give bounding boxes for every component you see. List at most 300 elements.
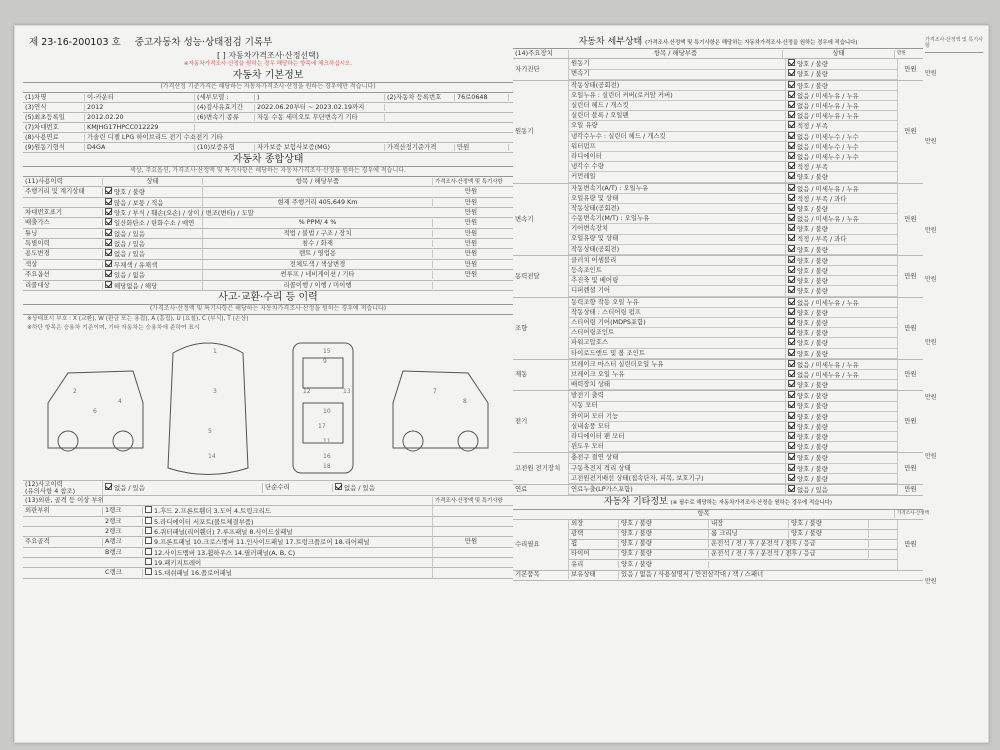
status-checkbox[interactable]: [788, 276, 795, 283]
detail-status-text: 없음 / 미세누유 / 누유: [797, 102, 859, 111]
detail-item: 등속조인트: [571, 266, 602, 274]
detail-item: 브레이크 마스터 실린더오일 누유: [571, 359, 664, 368]
basic-label2: (4)검사유효기간: [195, 104, 255, 111]
part-label: 2: [73, 387, 77, 395]
other-cell: 룸 크리닝: [709, 530, 789, 537]
basic-value2: 자가보증 보험사보증(MG): [255, 144, 385, 151]
far-value-8: 만원: [925, 577, 937, 585]
summary-state-text: 해당없음 / 해당: [114, 281, 158, 290]
detail-h4: 만원: [897, 51, 906, 57]
summary-row: [23, 270, 513, 280]
detail-status: [785, 224, 897, 233]
detail-item-row: [569, 338, 897, 348]
other-repair-label: 수리필요: [513, 520, 569, 570]
summary-state: [103, 249, 203, 258]
detail-status-text: 적정 / 부족: [797, 163, 828, 172]
other-gov: 만원: [897, 520, 923, 570]
detail-status-text: 양호 / 불량: [797, 225, 828, 234]
other-repair-rows: [569, 520, 897, 570]
summary-row: [23, 281, 513, 291]
accident-legend: ※상태표시 부호 : X (교환), W (판금 또는 용접), A (흠집), U (요철), C (부식), T (손상): [27, 316, 249, 323]
status-checkbox[interactable]: [788, 214, 795, 221]
summary-gov: 만원: [464, 208, 478, 217]
status-checkbox[interactable]: [788, 286, 795, 293]
summary-row: [23, 260, 513, 270]
detail-group: [513, 59, 923, 80]
status-checkbox[interactable]: [788, 308, 795, 315]
detail-group-label: 전기: [513, 391, 569, 452]
detail-group-items: [569, 256, 897, 297]
detail-group-items: [569, 360, 897, 391]
detail-item: 스티어링조인트: [571, 328, 615, 337]
detail-status-text: 적정 / 부족 / 과다: [797, 194, 847, 203]
other-note: (※ 필수로 해당하는 자동차가격조사·산정을 원하는 경우에 적습니다): [670, 500, 832, 507]
status-checkbox[interactable]: [788, 59, 795, 66]
detail-group-items: [569, 184, 897, 255]
summary-row: [23, 208, 513, 218]
part-checkbox[interactable]: [145, 527, 152, 534]
detail-item-row: [569, 204, 897, 214]
detail-item-row: [569, 111, 897, 121]
detail-note: (가격조사·산정액 및 특기사항은 해당하는 자동차가격조사·산정을 원하는 경우에 적습니다): [645, 40, 858, 46]
detail-group: [513, 184, 923, 256]
summary-gov: 만원: [464, 187, 478, 196]
detail-status-text: 양호 / 불량: [797, 204, 828, 213]
exterior-row: [23, 537, 513, 547]
basic-items-row: [513, 571, 923, 581]
exterior-row: [23, 527, 513, 537]
state-checkbox[interactable]: [105, 270, 112, 277]
basic-value: 2012: [85, 104, 195, 111]
summary-state-text: 일산화탄소 / 탄화수소 / 매연: [114, 219, 195, 228]
part-label: 3: [213, 387, 217, 395]
summary-row: [23, 198, 513, 208]
detail-status-text: 없음 / 미세누수 / 누수: [797, 142, 859, 151]
detail-status: [785, 370, 897, 379]
part-label: 15: [323, 347, 331, 355]
status-checkbox[interactable]: [788, 485, 795, 492]
detail-header: [513, 49, 923, 59]
detail-status: [785, 298, 897, 307]
exterior-rank: 1랭크: [103, 507, 143, 514]
detail-item-row: [569, 422, 897, 432]
part-checkbox[interactable]: [145, 558, 152, 565]
detail-item-row: [569, 380, 897, 390]
detail-group-label: 동력전달: [513, 256, 569, 297]
detail-item: 오일유량 및 상태: [571, 193, 619, 202]
detail-item: 오일유량 및 상태: [571, 234, 619, 243]
detail-status: [785, 69, 897, 78]
part-label: 4: [118, 397, 122, 405]
summary-h4: 가격조사·산정액 및 특기사항: [435, 178, 503, 185]
status-checkbox[interactable]: [788, 401, 795, 408]
rep-sub: (유의사항 4 참조): [25, 486, 76, 495]
detail-status: [785, 474, 897, 483]
detail-group-items: [569, 485, 897, 495]
status-checkbox[interactable]: [788, 360, 795, 367]
detail-item: 고전원전기배선 상태(접속단자, 피복, 보호기구): [571, 473, 704, 482]
detail-status-text: 양호 / 불량: [797, 267, 828, 276]
checkbox-none[interactable]: [105, 483, 112, 490]
exterior-row: [23, 558, 513, 568]
detail-item-row: [569, 101, 897, 111]
detail-status-text: 양호 / 불량: [797, 81, 828, 90]
car-diagram: [23, 333, 513, 481]
detail-group-label: 고전원 전기장치: [513, 453, 569, 484]
detail-group-label: 자기진단: [513, 59, 569, 79]
far-value-4: 만원: [925, 276, 937, 284]
state-checkbox[interactable]: [105, 239, 112, 246]
status-checkbox[interactable]: [788, 442, 795, 449]
detail-group: [513, 256, 923, 298]
basic-value: KMJHG17HPCC012229: [85, 124, 195, 131]
other-cell: 후 / 응급: [789, 550, 869, 557]
detail-status-text: 양호 / 불량: [797, 422, 828, 431]
status-checkbox[interactable]: [788, 256, 795, 263]
part-label: 5: [208, 427, 212, 435]
status-checkbox[interactable]: [788, 142, 795, 149]
status-checkbox[interactable]: [788, 194, 795, 201]
detail-item-row: [569, 172, 897, 182]
status-checkbox[interactable]: [788, 453, 795, 460]
other-row: [569, 560, 897, 570]
detail-status: [785, 111, 897, 120]
other-repair-group: [513, 520, 923, 571]
status-checkbox[interactable]: [788, 111, 795, 118]
basic-value2: 자동 수동 세미오토 무단변속기 기타: [255, 114, 385, 121]
summary-state: [103, 208, 254, 218]
detail-status-text: 양호 / 불량: [797, 287, 828, 296]
detail-item-row: [569, 235, 897, 245]
status-checkbox[interactable]: [788, 184, 795, 191]
other-cell: 양호 / 불량: [619, 540, 709, 547]
status-checkbox[interactable]: [788, 245, 795, 252]
status-checkbox[interactable]: [788, 391, 795, 398]
summary-row: [23, 218, 513, 228]
part-label: 18: [323, 462, 331, 470]
detail-status: [785, 81, 897, 90]
detail-status-text: 양호 / 불량: [797, 256, 828, 265]
accident-note: (가격조사·산정액 및 특기사항은 해당하는 자동차가격조사·산정을 원하는 경우에 적습니다): [23, 305, 513, 315]
detail-item-row: [569, 142, 897, 152]
rep-label: [23, 481, 103, 496]
exterior-parts: [143, 506, 433, 515]
state-checkbox[interactable]: [105, 187, 112, 194]
simple-state-text: 없음 / 있음: [344, 484, 375, 493]
summary-state: [103, 239, 203, 248]
detail-item: 시동 모터: [571, 401, 598, 410]
basic-note: (가격산정 기준가격은 해당하는 자동차가격조사·산정을 원하는 경우에만 적습니다): [23, 83, 513, 93]
state-checkbox[interactable]: [105, 198, 112, 205]
summary-state-text: 무채색 / 유채색: [114, 260, 158, 269]
detail-status: [785, 318, 897, 327]
status-checkbox[interactable]: [788, 132, 795, 139]
detail-status: [785, 142, 897, 151]
summary-header: [23, 177, 513, 187]
detail-table: [513, 59, 923, 496]
detail-item: 구동축전지 격리 상태: [571, 463, 631, 472]
detail-item-row: [569, 318, 897, 328]
detail-status-text: 양호 / 불량: [797, 464, 828, 473]
status-checkbox[interactable]: [788, 224, 795, 231]
summary-detail: 렌트 / 영업용: [203, 250, 433, 257]
detail-item: 추진축 및 베어링: [571, 276, 619, 285]
car-outline-svg: [23, 333, 513, 481]
status-checkbox[interactable]: [788, 152, 795, 159]
detail-status-text: 양호 / 불량: [797, 308, 828, 317]
basic-label3: 가격산정기준가격: [385, 144, 455, 151]
status-checkbox[interactable]: [788, 380, 795, 387]
detail-item: 연료누출(LP가스포함): [571, 484, 633, 493]
detail-item-row: [569, 266, 897, 276]
summary-gov: 만원: [464, 228, 478, 237]
detail-status: [785, 256, 897, 265]
detail-item-row: [569, 91, 897, 101]
doc-title: 중고자동차 성능·상태점검 기록부: [134, 37, 273, 48]
other-cell: 양호 / 불량: [619, 520, 709, 527]
state-checkbox[interactable]: [105, 218, 112, 225]
other-cell: 광택: [569, 530, 619, 537]
detail-group-label: 조향: [513, 298, 569, 359]
summary-note: 색상, 주요옵션, 가격조사·산정액 및 특기사항은 해당하는 자동차가격조사·산정을 원하는 경우에 적습니다.: [23, 167, 513, 177]
detail-status-text: 양호 / 불량: [797, 277, 828, 286]
detail-item: 라디에이터 팬 모터: [571, 432, 625, 440]
status-checkbox[interactable]: [788, 422, 795, 429]
detail-status: [785, 412, 897, 421]
other-cell: 양호 / 불량: [619, 561, 709, 568]
summary-state-text: 많음 / 보통 / 적음: [114, 198, 164, 207]
detail-group-label: 변속기: [513, 184, 569, 255]
exterior-parts: [143, 537, 433, 546]
summary-detail: 전체도색 / 색상변경: [203, 261, 433, 268]
detail-status-text: 적정 / 부족: [797, 122, 828, 131]
detail-status-text: 없음 / 미세누유 / 누유: [797, 112, 859, 121]
summary-state: [103, 229, 203, 238]
doc-header: [23, 36, 513, 51]
detail-gov: 만원: [897, 485, 923, 495]
detail-gov: 만원: [897, 453, 923, 484]
summary-state: [103, 281, 203, 290]
exterior-rank: C랭크: [103, 569, 143, 576]
summary-state: [103, 270, 203, 279]
part-checkbox[interactable]: [145, 548, 152, 555]
state-checkbox[interactable]: [105, 260, 112, 267]
detail-item-row: [569, 432, 897, 442]
status-checkbox[interactable]: [788, 204, 795, 211]
detail-title-text: 자동차 세부상태: [578, 37, 643, 47]
detail-status: [785, 464, 897, 473]
summary-row: [23, 239, 513, 249]
detail-item: 기어변속장치: [571, 224, 609, 233]
status-checkbox[interactable]: [788, 349, 795, 356]
status-checkbox[interactable]: [788, 91, 795, 98]
summary-state-text: 양호 / 불량: [114, 188, 145, 197]
basic-value2: ): [255, 94, 385, 101]
detail-item-row: [569, 485, 897, 495]
exterior-rank: B랭크: [103, 549, 143, 556]
basic-value: 가솔린 디젤 LPG 하이브리드 전기 수소전기 기타: [87, 132, 223, 141]
summary-label: 주행거리 및 계기상태: [23, 188, 103, 195]
rep-state-text: 없음 / 있음: [114, 484, 145, 493]
far-value-5: 만원: [925, 339, 937, 347]
other-cell: 내장: [709, 520, 789, 527]
detail-status: [785, 349, 897, 358]
detail-item: 충전구 절연 상태: [571, 453, 619, 462]
detail-status: [785, 442, 897, 451]
status-checkbox[interactable]: [788, 318, 795, 325]
status-checkbox[interactable]: [788, 162, 795, 169]
exterior-gov: 만원: [464, 537, 478, 546]
detail-status: [785, 391, 897, 400]
basic-label2: (세부모델 :: [195, 94, 255, 101]
exterior-parts-text: 19.패키지트레이: [154, 559, 202, 568]
detail-title: [513, 36, 923, 49]
detail-group: [513, 453, 923, 485]
part-checkbox[interactable]: [145, 537, 152, 544]
other-title-text: 자동차 기타정보: [604, 497, 668, 508]
exterior-parts-text: 9.프론트패널 10.크로스멤버 11.인사이드패널 17.트렁크플로어 18.리어패널: [154, 538, 370, 547]
status-checkbox[interactable]: [788, 121, 795, 128]
detail-group-label: 원동기: [513, 81, 569, 183]
detail-status-text: 없음 / 미세누유 / 누유: [797, 298, 859, 307]
detail-item-row: [569, 162, 897, 172]
summary-detail: 썬루프 / 네비게이션 / 기타: [203, 271, 433, 278]
exterior-row: [23, 548, 513, 558]
summary-state-text: 없음 / 있음: [114, 229, 145, 238]
status-checkbox[interactable]: [788, 474, 795, 481]
detail-group: [513, 391, 923, 453]
status-checkbox[interactable]: [788, 101, 795, 108]
checkbox-simple-none[interactable]: [335, 483, 342, 490]
detail-gov: 만원: [897, 81, 923, 183]
status-checkbox[interactable]: [788, 266, 795, 273]
state-checkbox[interactable]: [105, 249, 112, 256]
basic-row: [23, 123, 513, 133]
detail-item-row: [569, 349, 897, 359]
inspection-sheet: [14, 25, 989, 743]
detail-gov: 만원: [897, 360, 923, 391]
detail-item-row: [569, 121, 897, 131]
detail-status: [785, 432, 897, 441]
part-label: 16: [323, 452, 331, 460]
summary-state: [103, 198, 203, 207]
status-checkbox[interactable]: [788, 172, 795, 179]
basic-label2: (6)변속기 종류: [195, 114, 255, 121]
exterior-rank: 2랭크: [103, 528, 143, 535]
detail-status-text: 양호 / 불량: [797, 339, 828, 348]
detail-status: [785, 121, 897, 130]
detail-status: [785, 276, 897, 285]
detail-status: [785, 308, 897, 317]
basic-label: (7)차대번호: [23, 124, 85, 131]
basic-label: (8)사용연료: [23, 134, 85, 141]
detail-item-row: [569, 276, 897, 286]
detail-status-text: 양호 / 불량: [797, 474, 828, 483]
rep-state: [103, 483, 263, 492]
summary-state-text: 없음 / 있음: [114, 250, 145, 259]
detail-item: 변속기: [571, 69, 590, 78]
summary-gov: 만원: [464, 239, 478, 248]
detail-item: 냉각수 수량: [571, 162, 604, 171]
detail-item-row: [569, 132, 897, 142]
detail-status: [785, 245, 897, 254]
status-checkbox[interactable]: [788, 412, 795, 419]
summary-label: 색상: [23, 261, 103, 268]
status-checkbox[interactable]: [788, 298, 795, 305]
other-h1: 항목: [513, 510, 895, 517]
rep-label-text: (12)사고이력: [25, 479, 63, 488]
detail-item-row: [569, 245, 897, 255]
detail-status-text: 양호 / 불량: [797, 60, 828, 69]
detail-status-text: 없음 / 미세누유 / 누유: [797, 184, 859, 193]
summary-h1: (11)사용이력: [23, 178, 103, 185]
basic-row: [23, 93, 513, 103]
state-checkbox[interactable]: [105, 229, 112, 236]
detail-item: 오일 유량: [571, 121, 598, 130]
summary-label: 주요옵션: [23, 271, 103, 278]
basic-value2: 2022.06.20부터 ~ 2023.02.19까지: [255, 104, 385, 111]
state-checkbox[interactable]: [105, 208, 112, 215]
status-checkbox[interactable]: [788, 81, 795, 88]
selection-line: [ ] 자동차가격조사·산정선택): [217, 50, 319, 60]
basic-value: 이-카운티: [85, 94, 195, 101]
detail-status: [785, 328, 897, 337]
other-cell: 후 / 응급: [789, 540, 869, 547]
detail-gov: 만원: [897, 184, 923, 255]
exterior-parts-text: 6.쿼터패널(리어휀더) 7.루프패널 8.사이드실패널: [154, 528, 293, 537]
status-checkbox[interactable]: [788, 234, 795, 241]
detail-item-row: [569, 412, 897, 422]
detail-group: [513, 81, 923, 184]
detail-group-label: 연료: [513, 485, 569, 495]
part-checkbox[interactable]: [145, 506, 152, 513]
detail-status-text: 양호 / 불량: [797, 392, 828, 401]
detail-gov: 만원: [897, 391, 923, 452]
detail-item: 발전기 출력: [571, 391, 604, 400]
status-checkbox[interactable]: [788, 328, 795, 335]
part-checkbox[interactable]: [145, 568, 152, 575]
status-checkbox[interactable]: [788, 338, 795, 345]
detail-item-row: [569, 298, 897, 308]
state-checkbox[interactable]: [105, 281, 112, 288]
detail-item: 원동기: [571, 59, 590, 68]
exterior-parts-text: 12.사이드멤버 13.휠하우스 14.필러패널(A, B, C): [154, 548, 296, 557]
part-checkbox[interactable]: [145, 517, 152, 524]
part-label: 14: [208, 452, 216, 460]
detail-item-row: [569, 224, 897, 234]
detail-status: [785, 401, 897, 410]
detail-item-row: [569, 70, 897, 80]
summary-state-text: 있음 / 없음: [114, 271, 145, 280]
status-checkbox[interactable]: [788, 432, 795, 439]
basic-items-label: 기본품목: [513, 571, 569, 578]
exterior-parts: [143, 568, 433, 577]
far-value-2: 만원: [925, 138, 937, 146]
far-value-6: 만원: [925, 393, 937, 401]
other-cell: 양호 / 불량: [619, 530, 709, 537]
status-checkbox[interactable]: [788, 464, 795, 471]
basic-value: D4GA: [85, 144, 195, 151]
detail-item: 수동변속기(M/T) : 오일누유: [571, 214, 650, 223]
summary-row: [23, 229, 513, 239]
detail-item-row: [569, 474, 897, 484]
summary-gov: 만원: [464, 259, 478, 268]
detail-item-row: [569, 308, 897, 318]
basic-row: [23, 113, 513, 123]
status-checkbox[interactable]: [788, 69, 795, 76]
status-checkbox[interactable]: [788, 370, 795, 377]
summary-detail: % PPM/ 4 %: [203, 219, 433, 226]
